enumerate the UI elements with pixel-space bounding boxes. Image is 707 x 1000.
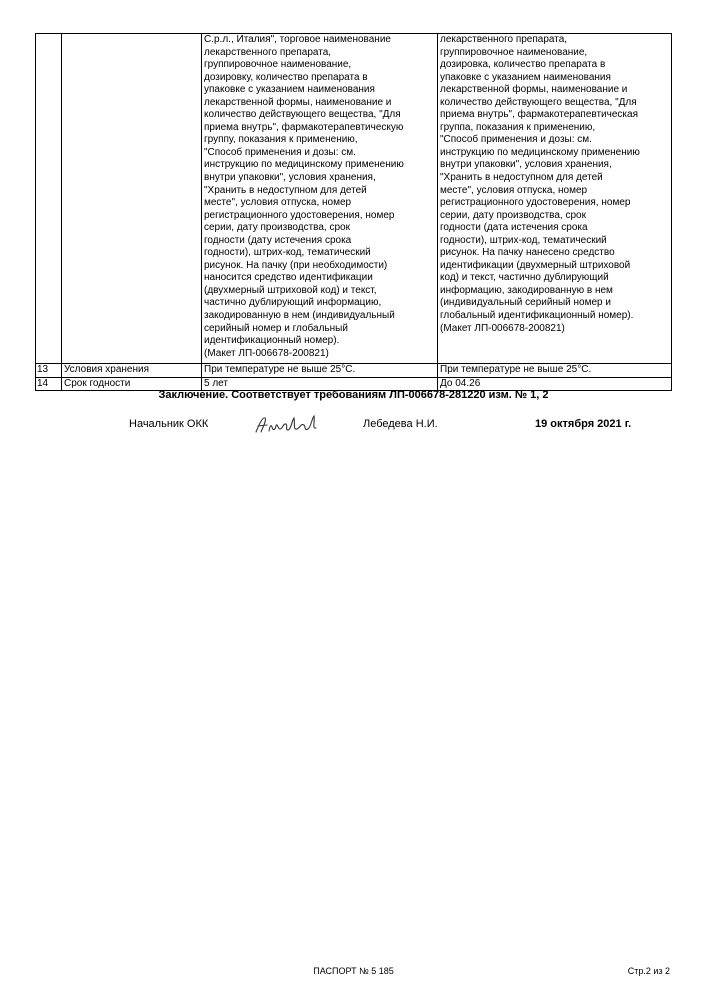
parameter-name (62, 34, 202, 364)
page-number: Стр.2 из 2 (627, 966, 670, 976)
handwritten-signature (252, 414, 322, 436)
row-number: 14 (36, 377, 62, 391)
requirement-text: С.р.л., Италия", торговое наименование лекарственного препарата, группировочное наименование, дозировку, количество препарата в упаковке с указанием наименования лекарственной формы, наименование и количество действующего вещества, "Для приема внутрь", фармакотерапевтическую группу, показания к применению, "Способ применения и дозы: см. инструкцию по медицинскому применению внутри упаковки", условия хранения, "Хранить в недоступном для детей месте", условия отпуска, номер регистрационного удостоверения, номер серии, дату производства, срок годности (дату истечения срока годности), штрих-код, тематический рисунок. На пачку (при необходимости) наносится средство идентификации (двухмерный штриховой код) и текст, частично дублирующий информацию, закодированную в нем (индивидуальный серийный номер и глобальный идентификационный номер). (Макет ЛП-006678-200821) (202, 34, 438, 364)
requirement-text: 5 лет (202, 377, 438, 391)
signature-date: 19 октября 2021 г. (535, 418, 632, 430)
passport-table (35, 33, 672, 391)
table-row (36, 34, 672, 364)
signer-name: Лебедева Н.И. (363, 418, 438, 430)
parameter-name: Срок годности (62, 377, 202, 391)
result-text: До 04.26 (438, 377, 672, 391)
signature-block (0, 414, 707, 436)
conclusion-text: Заключение. Соответствует требованиям ЛП-006678-281220 изм. № 1, 2 (158, 389, 549, 401)
passport-number: ПАСПОРТ № 5 185 (313, 966, 394, 976)
parameter-name: Условия хранения (62, 364, 202, 378)
signer-role: Начальник ОКК (129, 418, 209, 430)
row-number (36, 34, 62, 364)
row-number: 13 (36, 364, 62, 378)
table-row (36, 364, 672, 378)
result-text: лекарственного препарата, группировочное наименование, дозировка, количество препарата в упаковке с указанием наименования лекарственной формы, наименование и количество действующего вещества, "Для приема внутрь", фармакотерапевтическая группа, показания к применению, "Способ применения и дозы: см. инструкцию по медицинскому применению внутри упаковки", условия хранения, "Хранить в недоступном для детей месте", условия отпуска, номер регистрационного удостоверения, номер серии, дату производства, срок годности (дата истечения срока годности), штрих-код, тематический рисунок. На пачку нанесено средство идентификации (двухмерный штриховой код) и текст, частично дублирующий информацию, закодированную в нем (индивидуальный серийный номер и глобальный идентификационный номер). (Макет ЛП-006678-200821) (438, 34, 672, 364)
requirement-text: При температуре не выше 25°С. (202, 364, 438, 378)
result-text: При температуре не выше 25°С. (438, 364, 672, 378)
